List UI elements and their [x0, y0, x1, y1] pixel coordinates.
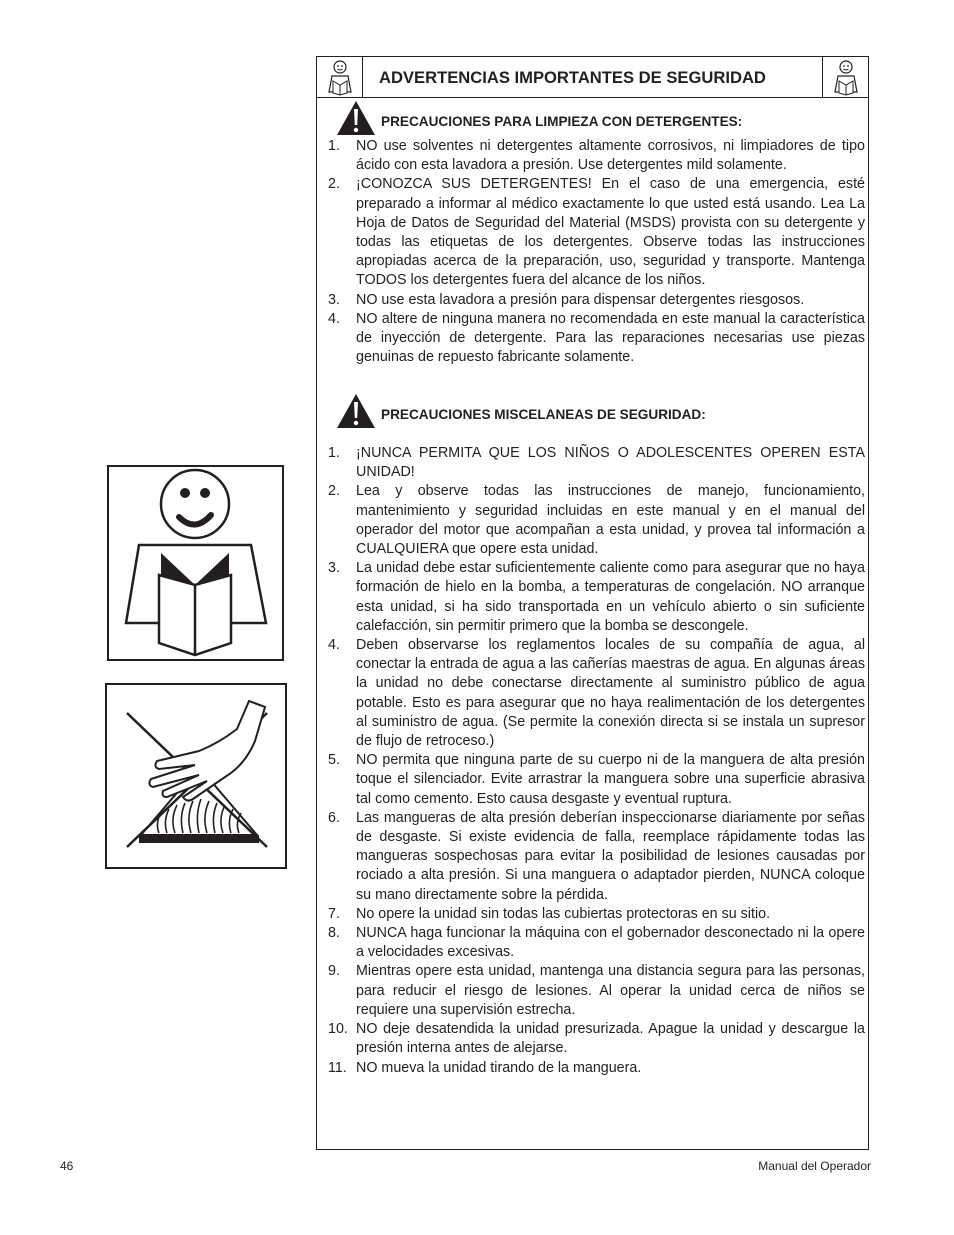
list-item-text: NO altere de ninguna manera no recomendada en este manual la característica de inyección de detergente. Para las reparaciones necesarias use piezas genuinas de repuesto fabricante solamente. — [356, 310, 865, 366]
section-header — [316, 56, 869, 97]
list-item-number: 5. — [328, 752, 340, 769]
list-item-text: NO permita que ninguna parte de su cuerpo ni de la manguera de alta presión toque el silenciador. Evite arrastrar la manguera sobre una superficie abrasiva tal como cemento. Esto causa desgaste y eventual ruptura. — [356, 752, 865, 807]
manual-name: Manual del Operador — [758, 1159, 871, 1173]
warning-triangle-icon — [336, 393, 376, 429]
list-item-text: NO mueva la unidad tirando de la manguera. — [356, 1059, 642, 1076]
list-item — [328, 905, 865, 924]
list-item — [328, 751, 865, 809]
list-item-number: 2. — [328, 176, 340, 193]
misc-precautions-list — [328, 444, 865, 1078]
page-number: 46 — [60, 1159, 74, 1173]
list-item-number: 4. — [328, 637, 340, 654]
list-item-text: ¡NUNCA PERMITA QUE LOS NIÑOS O ADOLESCENTES OPEREN ESTA UNIDAD! — [356, 445, 865, 481]
section-heading-label: PRECAUCIONES MISCELANEAS DE SEGURIDAD: — [381, 407, 706, 422]
list-item — [328, 310, 865, 368]
list-item-number: 7. — [328, 905, 340, 922]
list-item-text: Lea y observe todas las instrucciones de manejo, funcionamiento, mantenimiento y seguridad incluidas en este manual y en el manual del operador del motor que acompañan a esta unidad, y provea tal información a CUALQUIERA que opere esta unidad. — [356, 483, 865, 558]
section-heading-detergents — [336, 100, 836, 136]
list-item-text: NO use solventes ni detergentes altamente corrosivos, ni limpiadores de tipo ácido con esta lavadora a presión. Use detergentes mild solamente. — [356, 138, 865, 174]
list-item-number: 3. — [328, 560, 340, 577]
list-item — [328, 924, 865, 962]
read-manual-icon — [317, 57, 363, 98]
list-item-text: Las mangueras de alta presión deberían inspeccionarse diariamente por señas de desgaste. Si existe evidencia de falla, reemplace rápidamente todas las mangueras sospechosas para evitar la posibilidad de lesiones causadas por rociado a alta presión. Si una manguera o adaptador pierden, NUNCA coloque su mano directamente sobre la pérdida. — [356, 809, 865, 903]
list-item — [328, 1059, 865, 1078]
list-item — [328, 809, 865, 905]
list-item-text: NO deje desatendida la unidad presurizada. Apague la unidad y descargue la presión interna antes de alejarse. — [356, 1021, 865, 1057]
list-item-text: NO use esta lavadora a presión para dispensar detergentes riesgosos. — [356, 291, 805, 308]
list-item-text: Mientras opere esta unidad, mantenga una distancia segura para las personas, para reducir el riesgo de lesiones. Al operar la unidad cerca de niños se requiere una supervisión estrecha. — [356, 963, 865, 1018]
list-item-number: 3. — [328, 291, 340, 308]
list-item — [328, 559, 865, 636]
read-manual-icon — [822, 57, 868, 98]
list-item-number: 4. — [328, 310, 340, 327]
list-item-number: 8. — [328, 925, 340, 942]
list-item-text: La unidad debe estar suficientemente caliente como para asegurar que no haya formación de hielo en la bomba, a temperaturas de congelación. NO arranque esta unidad, si ha sido transportada en un vehículo abierto o sin suficiente calefacción, sin permitir primero que la bomba se descongele. — [356, 560, 865, 634]
read-manual-icon — [109, 467, 282, 659]
list-item — [328, 636, 865, 751]
read-manual-pictogram — [107, 465, 284, 661]
list-item-number: 9. — [328, 963, 340, 980]
warning-triangle-icon — [336, 100, 376, 136]
list-item-number: 6. — [328, 809, 340, 826]
hot-surface-pictogram — [105, 683, 287, 869]
list-item — [328, 444, 865, 482]
list-item — [328, 291, 865, 310]
list-item-text: No opere la unidad sin todas las cubiertas protectoras en su sitio. — [356, 905, 771, 922]
list-item-number: 10. — [328, 1021, 348, 1038]
list-item — [328, 962, 865, 1020]
list-item-number: 11. — [328, 1059, 347, 1076]
section-heading-label: PRECAUCIONES PARA LIMPIEZA CON DETERGENTES: — [381, 114, 743, 129]
detergent-precautions-list — [328, 137, 865, 367]
list-item — [328, 175, 865, 290]
page-title: ADVERTENCIAS IMPORTANTES DE SEGURIDAD — [379, 68, 766, 87]
list-item — [328, 1020, 865, 1058]
list-item — [328, 137, 865, 175]
list-item-text: ¡CONOZCA SUS DETERGENTES! En el caso de una emergencia, esté preparado a informar al médico exactamente lo que usted está usando. Lea La Hoja de Datos de Seguridad del Material (MSDS) provista con su detergente y todas las etiquetas de los detergentes. Observe todas las instrucciones apropiadas acerca de la preparación, uso, seguridad y transporte. Mantenga TODOS los detergentes fuera del alcance de los niños. — [356, 176, 865, 289]
list-item-text: Deben observarse los reglamentos locales de su compañía de agua, al conectar la entrada de agua a las cañerías maestras de agua. En algunas áreas la unidad no debe conectarse directamente al suministro público de agua potable. Esto es para asegurar que no haya realimentación de los detergentes al suministro de agua. (Se permite la conexión directa si se instala un supresor de flujo de retroceso.) — [356, 637, 865, 750]
list-item — [328, 482, 865, 559]
no-touch-hot-surface-icon — [107, 685, 285, 867]
section-heading-misc — [336, 393, 836, 429]
list-item-number: 2. — [328, 483, 340, 500]
list-item-text: NUNCA haga funcionar la máquina con el gobernador desconectado ni la opere a velocidades excesivas. — [356, 925, 865, 961]
list-item-number: 1. — [328, 445, 340, 461]
list-item-number: 1. — [328, 138, 340, 154]
